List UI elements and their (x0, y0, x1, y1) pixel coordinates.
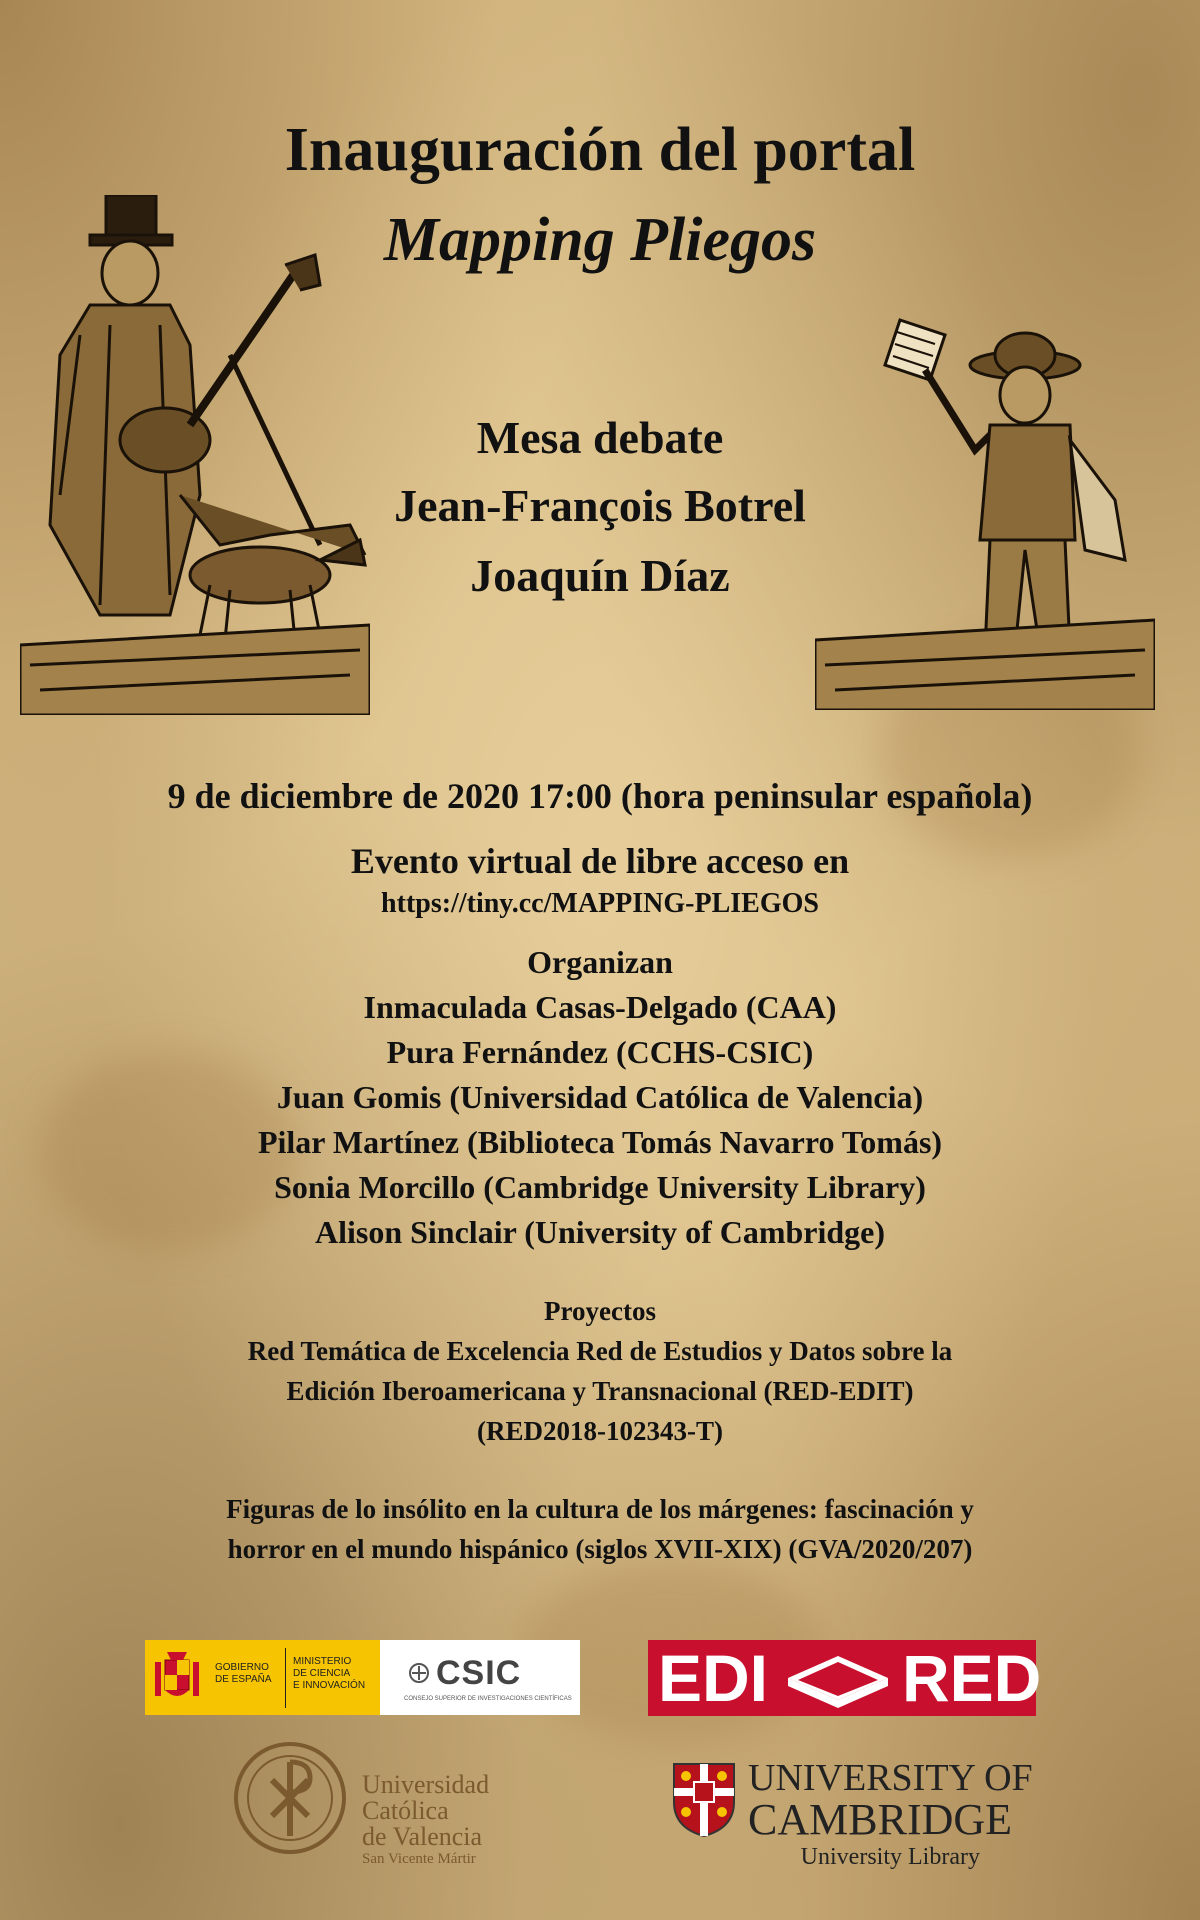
book-icon (778, 1648, 898, 1708)
debate-heading: Mesa debate (476, 412, 724, 463)
edired-left-text: EDI (658, 1641, 769, 1715)
project-line: horror en el mundo hispánico (siglos XVII-XIX) (GVA/2020/207) (227, 1534, 973, 1564)
gobierno-line: GOBIERNO (215, 1662, 269, 1673)
projects-heading: Proyectos (544, 1296, 656, 1326)
organizer-item: Alison Sinclair (University of Cambridge) (314, 1214, 886, 1250)
organizers-heading: Organizan (527, 944, 673, 980)
event-date: 9 de diciembre de 2020 17:00 (hora peninsular española) (167, 776, 1033, 816)
cambridge-line: University Library (800, 1844, 980, 1870)
organizer-item: Pura Fernández (CCHS-CSIC) (386, 1034, 814, 1070)
event-url-link[interactable]: https://tiny.cc/MAPPING-PLIEGOS (381, 888, 819, 919)
csic-logo (380, 1640, 580, 1715)
debate-speaker-1: Jean-François Botrel (394, 480, 806, 531)
organizer-item: Pilar Martínez (Biblioteca Tomás Navarro Tomás) (257, 1124, 943, 1160)
ministerio-line: E INNOVACIÓN (293, 1680, 366, 1691)
ucv-line: San Vicente Mártir (362, 1851, 476, 1867)
ucv-line: Universidad (362, 1770, 490, 1799)
organizer-item: Sonia Morcillo (Cambridge University Library) (274, 1169, 926, 1205)
ucv-seal-icon (232, 1740, 348, 1856)
debate-speaker-2: Joaquín Díaz (470, 550, 730, 601)
project-line: Edición Iberoamericana y Transnacional (RED-EDIT) (286, 1376, 914, 1406)
ministerio-line: DE CIENCIA (293, 1668, 351, 1679)
gobierno-line: DE ESPAÑA (215, 1674, 272, 1685)
event-access-text: Evento virtual de libre acceso en (350, 841, 850, 881)
ucv-name (362, 1772, 489, 1868)
ucv-line: Católica (362, 1796, 449, 1825)
cambridge-shield-icon (672, 1762, 736, 1838)
csic-wordmark: CSIC (436, 1654, 522, 1692)
organizer-item: Inmaculada Casas-Delgado (CAA) (363, 989, 837, 1025)
csic-subtitle: CONSEJO SUPERIOR DE INVESTIGACIONES CIENTÍFICAS (404, 1696, 572, 1702)
spain-coat-of-arms-icon (153, 1650, 201, 1705)
poster-title: Inauguración del portal (284, 116, 916, 184)
csic-emblem-icon (408, 1662, 430, 1684)
cambridge-wordmark (748, 1758, 1033, 1872)
ucv-line: de Valencia (362, 1822, 483, 1851)
edired-logo (648, 1640, 1042, 1716)
gobierno-ministerio-logo (145, 1640, 380, 1715)
project-line: Red Temática de Excelencia Red de Estudios y Datos sobre la (247, 1336, 953, 1366)
cambridge-line: UNIVERSITY OF (748, 1757, 1033, 1799)
ministerio-line: MINISTERIO (293, 1656, 352, 1667)
organizer-item: Juan Gomis (Universidad Católica de Valencia) (276, 1079, 924, 1115)
poster-subtitle: Mapping Pliegos (383, 206, 817, 274)
project-line: (RED2018-102343-T) (477, 1416, 723, 1446)
cambridge-line: CAMBRIDGE (748, 1795, 1013, 1844)
project-line: Figuras de lo insólito en la cultura de los márgenes: fascinación y (226, 1494, 974, 1524)
edired-right-text: RED (902, 1641, 1042, 1715)
